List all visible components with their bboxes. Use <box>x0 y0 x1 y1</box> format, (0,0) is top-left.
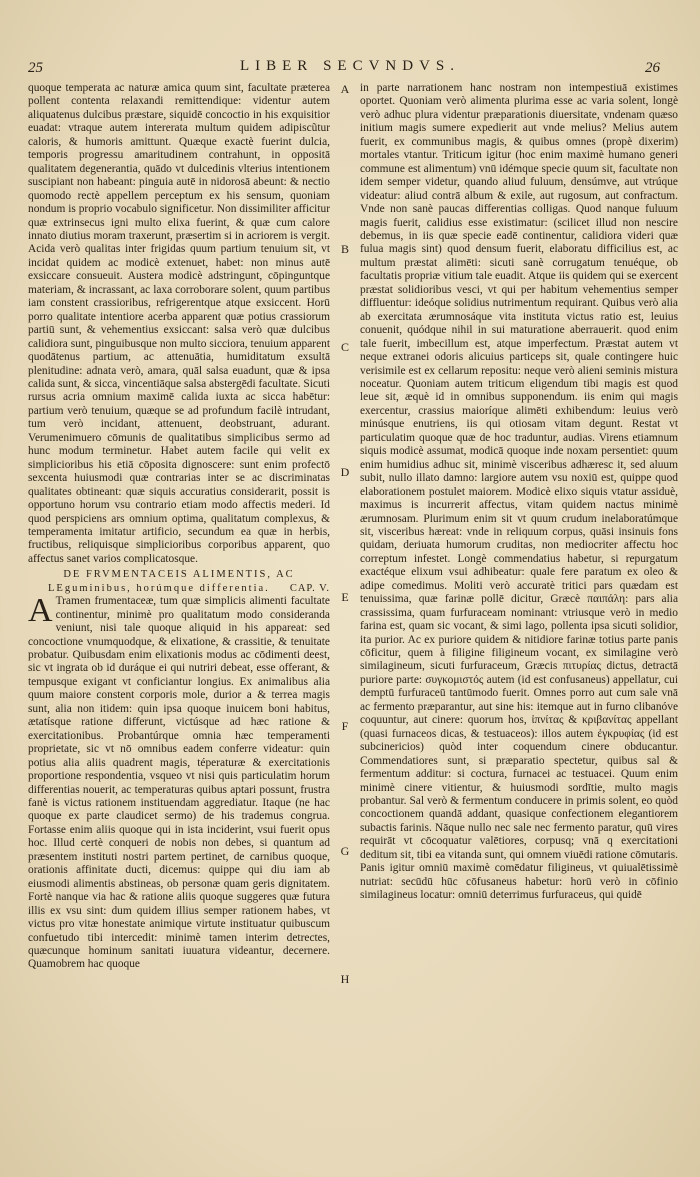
right-paragraph-1: in parte narrationem hanc nostram non intempestiuā existimes oportet. Quoniam verò alimenta plurima esse ac varia solent, longè verò adhuc plura videntur præparationis diuersitate, vndenam quæso initium magis sumere expedierit aut vnde melius? Melius autem fuerit, ex communibus magis, & quibus omnes (propè dixerim) mortales vtantur. Triticum igitur (hoc enim maximè humano generi commune est alimentum) vnū idémque specie quum sit, facultate non idem semper videtur, quando aliud fuluum, densúmve, aut vtrúque videatur: aliud contrā album & exile, aut rugosum, aut confractum. Vnde non sanè paucas differentias colligas. Quod nanque fuluum magis fuerit, calidius esse existimatur: (scilicet illud non nescire debemus, in iis quæ specie eadē continentur, calidiora videri quæ fulua magis sint) quod densum fuerit, elaboratu difficilius est, ac multum præstat alimēti: sicuti sanè corrugatum tenuéque, ob facultatis propriæ vitium tale euadit. Atque iis quidem qui se exercent præstat solidioribus vesci, vt qui per habitum vehementius semper diffluentur: ideóque solidius nutrimentum requirant. Quibus verò alia ab exercitata ærumnosáque vita instituta victus ratio est, leuius conuenit, quódque nihil in sui maturatione aberrauerit. quod enim tale fuerit, imbecillum est, atque imperfectum. Præstat autem vt neque extranei odoris alicuius particeps sit, quale contingere huic verisimile est ex cellarum repositu: neque verò alieni seminis mistura noceatur. Quoniam autem triticum eligendum tibi magis est quod leue sit, æquè id in omnibus supponendum. iis enim qui magis exercentur, crassius maioríque alimēti exhibendum: leuius verò minúsque enutriens, iis qui otiosam vitam degunt. Restat vt particulatim quoque quæ de hoc traduntur, audias. Virens etiamnum siquis modicè assumat, modicā quoque inde noxam persentiet: quum enim humidius adhuc sit, minimè visceribus adhæresc it, sed aluum subit, nullo illato damno: largiore autem vsu noxiū est, quippe quod elaborationem postulet maiorem. Modicè elixo siquis vtatur assiduè, maximus is incurrerit affectus, vitam quidem nactus minimè ærumnosam. Plurimum enim sit vt quum crudum inelaboratúmque sit, visceribus hæreat: vnde in reliquum corpus, quāsi insinuis fons quidam, deriuata humorum cruditas, non mediocriter affectu hoc correptum infestet. Longè commendatius habetur, si repurgatum exactéque elixum vsui adhibeatur: quale fere paratum ex oleo & adipe comedimus. Moliti verò accuratè tritici pars quædam est tenuissima, quæ farinæ pollē dicitur, Græcè παιπάλη: pars alia crassissima, quam furfuraceam nominant: vtriusque verò in medio farina est, quam sic vocant, & simi lago, pollenta ipsa sicuti solidior, ita purior. Ac ex puriore quidem & nitidiore farinæ totius parte panis cōficitur, quem à filigine filigineum vocant, ex similagine verò similagineum, sicuti furfuraceum, Græcis πιτυρίας dictus, detractā puriore parte: συγκομιστός autem (id est confusaneus) appellatur, cui demptū furfuraceū tantūmodo fuerit. Omnes porro aut cum sale vnā ac fermento præparantur, aut sine his: itemque aut in furno clibanóve coquuntur, aut cinere: quorum hos, ἰπνίτας & κριβανίτας appellant (quasi furnaceos dicas, & testuaceos): illos autem ἐγκρυφίας (id est subcinericios) quòd inter coquendum cinere obducantur. Commendatiores sunt, si præparatio spectetur, quibus sal & fermentum additur: si coctura, furnacei ac testuacei. Quum enim minimè cinere vitientur, & huiusmodi sordītie, multo magis probantur. Sal verò & fermentum conducere in primis solent, eo quòd concoctionem quandā addant, quasique confectionem elegantiorem subactis farinis. Nāque nullo nec sale nec fermento paratur, quū vires requirāt vt cōcoquatur valētiores, corpusq; vnā q exercitationi deditum sit, tibi ea vitanda sunt, qui omnem viuēdi ratione cōmutaris. Panis igitur omniū maximè comēdatur filigineus, vt quiualētissimè nutriat: secūdū hūc cōfusaneus habetur: horū verò in cōfinio similagineus locatur: omniū deterrimus furfuraceus, qui quidē <box>360 82 678 902</box>
margin-letter-markers <box>332 82 358 986</box>
margin-marker-d: D <box>340 465 350 479</box>
margin-marker-e: E <box>341 590 349 604</box>
running-header <box>28 58 672 80</box>
running-title: LIBER SECVNDVS. <box>239 58 460 74</box>
right-text-column <box>360 82 678 1157</box>
drop-cap: A <box>28 592 53 630</box>
margin-marker-g: G <box>340 844 350 858</box>
page-number-right: 26 <box>645 60 660 76</box>
left-text-column <box>28 82 330 1157</box>
margin-marker-f: F <box>341 719 349 733</box>
left-paragraph-2: Tramen frumentaceæ, tum quæ simplicis alimenti facultate continentur, minimè pro qualitatum modo consideranda veniunt, nisi tale quoque aliquid in his appareat: sed concoctione vnumquodque, & elixatione, & crassitie, & tenuitate probatur. Quibusdam enim elixationis modus ac cōdimenti deest, sic vt ingrata ob id duráque ei qui nutriri debeat, esse offerant, & tempusque exigant vt conficiantur longius. Ex animalibus alia quum maiore constent corporis mole, durior a & terrea magis sunt, alia non itidem: quin ipsa quoque inuicem boni habitus, ætatísque ratione differunt, victúsque ad hæc ratione & exercitationibus. Probantúrque omnia hæc temperamenti proprietate, sic vt nō omnibus eadem conferre videatur: quin potius alia aliis quadrent magis, téperaturæ & exercitationis proportione respondentia, vsqueo vt nisi quis particulatim horum differentias nouerit, ac temperaturas quibus aptari possunt, frustra fanè is victus rationem instituendam aggrediatur. Itaque (ne hac quoque ex parte claudicet sermo) de his trademus congrua. Fortasse enim aliis quoque qui in ista inciderint, vsui fuerit opus hoc. Illud certè conqueri de nobis non debes, si quantum ad præsentem instituti nostri partem pertinet, de carnibus quoque, orationis affinitate ducti, dicemus: quippe qui diu iam ab eiusmodi alimentis abstineas, ob personæ quam geris dignitatem. Fortè nanque via hac & ratione aliis quoque suggeres quæ futura illis ex vsu sint: dum quidem illius semper rationem habes, vt victus pro vitæ honestate animique virtute instituatur quibuscum confuetudo tibi intercedit: minimè tamen interim detrectes, quæcunque hominum sanitati iuuatura videantur, decernere. Quamobrem hac quoque <box>28 595 330 971</box>
section-heading <box>28 568 330 595</box>
page-number-left: 25 <box>28 60 43 76</box>
margin-marker-a: A <box>340 82 350 96</box>
margin-marker-c: C <box>340 340 349 354</box>
chapter-label: CAP. V. <box>289 582 330 594</box>
margin-marker-h: H <box>340 972 350 986</box>
left-paragraph-1: quoque temperata ac naturæ amica quum sint, facultate præterea pollent contenta relaxandi remittendique: videntur autem aliquatenus dulcibus præstare, siquidē concoctio in his exquisitior euadat: vtraque autem intererata multum quidem adipiscũtur caloris, & humoris amittunt. Quæque exactè fuerint dulcia, temporis progressu amaritudinem contrahunt, in oppositā qualitatem degenerantia, quādo vt dulcedinis vlterius intentionem suscipiant non habeant: pinguia autē in nidorosā abeunt: & nectio quomodo rectè appellem perceptum ex his sensum, quoniam nondum is proprio vocabulo significetur. Non dissimiliter afficitur quæ extrinsecus igni multo elixa fuerint, & quæ cum calore innato diutius moram traxerunt, præsertim si in acriorem is vergit. Acida verò qualitas inter frigidas quum partium tenuium sit, vt incidat quidem ac modicè extenuet, habet: non minus autē exsiccare consueuit. Austera modicè adstringunt, cōpinguntque materiam, & incrassant, ac laxa corroborare solent, quum partibus iam constent crassioribus, refrigerentque atque exsiccent. Horū porro qualitate intentiore acerba apparent quæ potius crassiorum partiū sunt, & vehementius exsiccant: salsa verò quæ dulcibus calidiora sunt, pinguibusque non multo sicciora, tenuium apparent quodātenus partium, ac attenuātia, humiditatum exsultā plenitudine: adnata verò, amara, quāl salsa euadunt, quæ & ipsa calida sunt, & sicca, vincentiāque salsa abstergēdi facultate. Sicuti rursus acria omnium maximē calida iuxta ac sicca habētur: partium verò tenuium, quæque se ad profundum facilè intrudant, tum verò incidant, attenuent, deobstruant, adurant. Verumenimuero cōmunis de qualitatibus simplicibus sermo ad hunc modum terminetur. Habet autem facile qui velit ex simplicioribus his etiā cōposita dignoscere: sunt enim profectō sexcenta huiusmodi quæ contrarias inter se ac discriminatas qualitates obtineant: quæ siquis accuratius considerarit, possit is opportuno horum vsu contrario etiam modo affectis mederi. Id quod perspiciens ars omnium optima, qualitatum complexus, & temperamenta imitatur artificio, secundum ea quæ in herbis, fructibus, reliquisque simplicioribus corporibus apparent, quo affectus sanet varios complicatosque. <box>28 82 330 565</box>
section-title: DE FRVMENTACEIS ALIMENTIS, AC LEguminibus, horúmque differentia. <box>48 569 295 594</box>
margin-marker-b: B <box>340 242 349 256</box>
